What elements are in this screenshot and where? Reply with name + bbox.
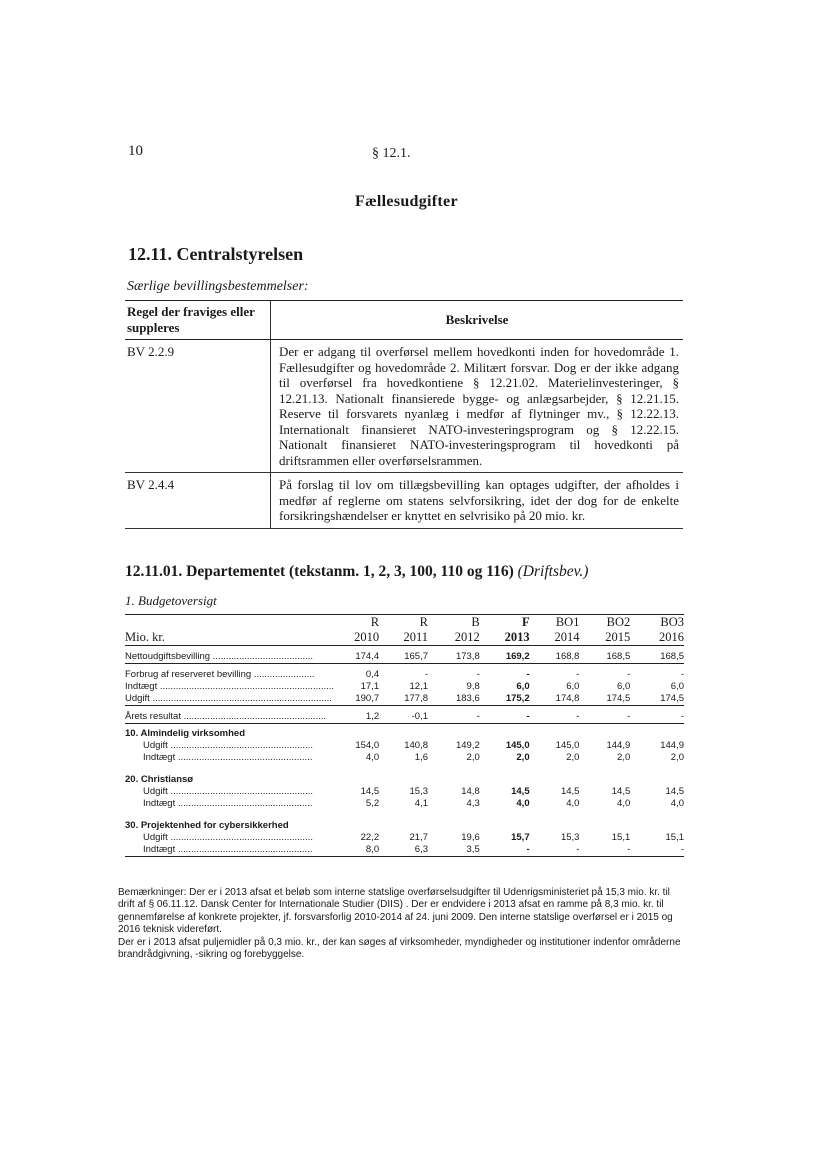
value-cell: 17,1 <box>360 681 380 692</box>
budget-table <box>125 614 684 857</box>
value-cell: -0,1 <box>411 711 428 722</box>
value-cell: 6,0 <box>670 681 684 692</box>
description-column-header: Beskrivelse <box>445 311 509 327</box>
column-type: R <box>419 615 428 629</box>
value-cell: 14,5 <box>360 786 380 797</box>
value-cell: 14,5 <box>511 786 530 797</box>
description-cell: Der er adgang til overførsel mellem hovedkonti inden for hovedområde 1. Fællesudgifter og hovedområde 2. Militært forsvar. Dog er der ikke adgang til overførsel fra hovedkontiene § 12.21.02. Materielinvesteringer, § 12.21.13. Nationalt finansierede bygge- og anlægsarbejder, § 12.21.15. Reserve til forsvarets nyanlæg i medfør af flytninger mv., § 12.22.13. Internationalt finansieret NATO-investeringsprogram og § 12.22.15. Nationalt finansieret NATO-investeringsprogram til hovedkonti på driftsrammen eller overførselsrammen. <box>279 344 679 468</box>
special-provisions-label: Særlige bevillingsbestemmelser: <box>127 279 309 294</box>
empty-header-cell <box>125 615 334 631</box>
department-heading-text: 12.11.01. Departementet (tekstanm. 1, 2, 3, 100, 110 og 116) <box>125 563 514 580</box>
value-cell: 6,0 <box>516 681 530 692</box>
value-cell: 19,6 <box>461 832 480 843</box>
value-cell: - <box>576 844 580 855</box>
value-cell: 174,5 <box>660 693 684 704</box>
table-row <box>125 664 684 682</box>
value-cell: 174,8 <box>555 693 580 704</box>
value-cell: 2,0 <box>516 752 530 763</box>
row-label: Udgift ...................................................... <box>143 786 313 797</box>
column-type: B <box>471 615 480 629</box>
value-cell: 1,2 <box>365 711 380 722</box>
value-cell: 15,1 <box>665 832 684 843</box>
value-cell: 168,5 <box>606 651 631 662</box>
value-cell: - <box>476 669 480 680</box>
value-cell: 144,9 <box>660 740 684 751</box>
column-type: BO3 <box>660 615 684 629</box>
rule-cell: BV 2.2.9 <box>125 340 271 473</box>
value-cell: 6,0 <box>617 681 631 692</box>
value-cell: 14,5 <box>611 786 631 797</box>
value-cell: 21,7 <box>409 832 428 843</box>
value-cell: 149,2 <box>455 740 480 751</box>
remarks-paragraph: Bemærkninger: Der er i 2013 afsat et beløb som interne statslige overførselsudgifter til Udenrigsministeriet på 15,3 mio. kr. til drift af § 06.11.12. Dansk Center for Internationale Studier (DIIS) . Der er endvidere i 2013 afsat en ramme på 8,3 mio. kr. til gennemførelse af konkrete projekter, jf. forsvarsforlig 2010-2014 af 24. juni 2009. Den interne statslige overførsel er i 2015 og 2016 teknisk videreført. <box>118 887 673 936</box>
rules-table <box>125 300 683 529</box>
table-row <box>125 681 684 693</box>
row-label: Nettoudgiftsbevilling ...................................... <box>125 651 313 662</box>
column-year: 2010 <box>354 630 380 644</box>
table-row <box>125 752 684 764</box>
value-cell: 14,8 <box>461 786 480 797</box>
value-cell: 140,8 <box>404 740 428 751</box>
value-cell: 14,5 <box>560 786 580 797</box>
value-cell: 4,1 <box>414 798 428 809</box>
group-heading-row <box>125 764 684 786</box>
group-heading-row <box>125 724 684 741</box>
value-cell: 6,3 <box>414 844 428 855</box>
value-cell: 145,0 <box>505 740 530 751</box>
value-cell: 4,0 <box>516 798 530 809</box>
table-row <box>125 693 684 706</box>
row-label: Forbrug af reserveret bevilling ....................... <box>125 669 315 680</box>
value-cell: 15,1 <box>611 832 631 843</box>
value-cell: - <box>680 844 684 855</box>
value-cell: 177,8 <box>404 693 428 704</box>
column-type: F <box>521 615 530 629</box>
department-heading-type: (Driftsbev.) <box>517 563 589 580</box>
budget-header-row <box>125 630 684 646</box>
section-heading: 12.11. Centralstyrelsen <box>128 244 304 264</box>
value-cell: 4,3 <box>466 798 480 809</box>
page-title: Fællesudgifter <box>355 193 458 210</box>
value-cell: 190,7 <box>355 693 380 704</box>
value-cell: 22,2 <box>360 832 380 843</box>
row-label: Årets resultat ...................................................... <box>125 711 327 722</box>
value-cell: - <box>680 711 684 722</box>
column-year: 2016 <box>659 630 684 644</box>
value-cell: 4,0 <box>670 798 684 809</box>
netto-row <box>125 646 684 664</box>
value-cell: 145,0 <box>555 740 580 751</box>
value-cell: - <box>526 669 530 680</box>
table-row <box>125 798 684 810</box>
value-cell: 144,9 <box>606 740 631 751</box>
group-heading: 30. Projektenhed for cybersikkerhed <box>125 820 289 831</box>
column-type: BO2 <box>606 615 631 629</box>
value-cell: 154,0 <box>355 740 380 751</box>
value-cell: - <box>680 669 684 680</box>
value-cell: 15,7 <box>511 832 530 843</box>
value-cell: 5,2 <box>365 798 380 809</box>
value-cell: 4,0 <box>566 798 580 809</box>
value-cell: 183,6 <box>455 693 480 704</box>
column-year: 2014 <box>554 630 580 644</box>
value-cell: 14,5 <box>665 786 684 797</box>
value-cell: - <box>424 669 428 680</box>
value-cell: 8,0 <box>365 844 380 855</box>
value-cell: 165,7 <box>404 651 428 662</box>
value-cell: 4,0 <box>365 752 380 763</box>
value-cell: 0,4 <box>365 669 380 680</box>
rule-column-header: Regel der fraviges eller suppleres <box>125 301 271 340</box>
row-label: Udgift .................................................................... <box>125 693 332 704</box>
rule-cell: BV 2.4.4 <box>125 473 271 529</box>
column-type: R <box>370 615 380 629</box>
page-number: 10 <box>128 143 143 159</box>
budget-header-row <box>125 615 684 631</box>
value-cell: 2,0 <box>670 752 684 763</box>
group-heading-row <box>125 810 684 832</box>
value-cell: 2,0 <box>466 752 480 763</box>
value-cell: 9,8 <box>466 681 480 692</box>
budget-overview-label: 1. Budgetoversigt <box>125 593 217 608</box>
row-label: Indtægt ................................................... <box>143 798 313 809</box>
value-cell: 2,0 <box>617 752 631 763</box>
row-label: Indtægt ................................................... <box>143 844 313 855</box>
value-cell: 175,2 <box>505 693 530 704</box>
result-row <box>125 706 684 724</box>
value-cell: 15,3 <box>409 786 428 797</box>
row-label: Udgift ...................................................... <box>143 740 313 751</box>
value-cell: 168,5 <box>660 651 684 662</box>
row-label: Indtægt .................................................................. <box>125 681 335 692</box>
value-cell: 174,4 <box>355 651 380 662</box>
value-cell: 15,3 <box>560 832 580 843</box>
value-cell: 174,5 <box>606 693 631 704</box>
column-year: 2015 <box>605 630 631 644</box>
table-row <box>125 786 684 798</box>
group-heading: 20. Christiansø <box>125 774 194 785</box>
value-cell: - <box>526 711 530 722</box>
table-row <box>125 473 683 529</box>
value-cell: 1,6 <box>414 752 428 763</box>
value-cell: - <box>576 711 580 722</box>
table-row <box>125 844 684 857</box>
row-label: Indtægt ................................................... <box>143 752 313 763</box>
value-cell: 12,1 <box>409 681 428 692</box>
department-heading <box>125 563 588 581</box>
value-cell: - <box>627 844 631 855</box>
value-cell: 2,0 <box>566 752 580 763</box>
column-year: 2011 <box>403 630 428 644</box>
value-cell: - <box>627 711 631 722</box>
value-cell: - <box>526 844 530 855</box>
group-heading: 10. Almindelig virksomhed <box>125 728 246 739</box>
table-row <box>125 740 684 752</box>
value-cell: 168,8 <box>555 651 580 662</box>
remarks <box>118 887 684 961</box>
unit-label: Mio. kr. <box>125 630 165 644</box>
value-cell: 4,0 <box>617 798 631 809</box>
column-type: BO1 <box>555 615 580 629</box>
row-label: Udgift ...................................................... <box>143 832 313 843</box>
value-cell: 173,8 <box>455 651 480 662</box>
remarks-paragraph: Der er i 2013 afsat puljemidler på 0,3 mio. kr., der kan søges af virksomheder, myndigheder og institutioner indenfor områderne brandrådgivning, -sikring og forebyggelse. <box>118 936 681 961</box>
description-cell: På forslag til lov om tillægsbevilling kan optages udgifter, der afholdes i medfør af reglerne om statens selvforsikring, idet der dog for de enkelte forsikringshændelser er knyttet en selvrisiko på 20 mio. kr. <box>279 477 679 523</box>
value-cell: - <box>476 711 480 722</box>
table-row <box>125 340 683 473</box>
value-cell: 6,0 <box>566 681 580 692</box>
value-cell: 3,5 <box>466 844 480 855</box>
table-row <box>125 832 684 844</box>
section-reference: § 12.1. <box>372 146 411 161</box>
value-cell: 169,2 <box>505 651 530 662</box>
column-year: 2012 <box>454 630 480 644</box>
rules-table-header <box>125 301 683 340</box>
value-cell: - <box>576 669 580 680</box>
column-year: 2013 <box>504 630 530 644</box>
value-cell: - <box>627 669 631 680</box>
